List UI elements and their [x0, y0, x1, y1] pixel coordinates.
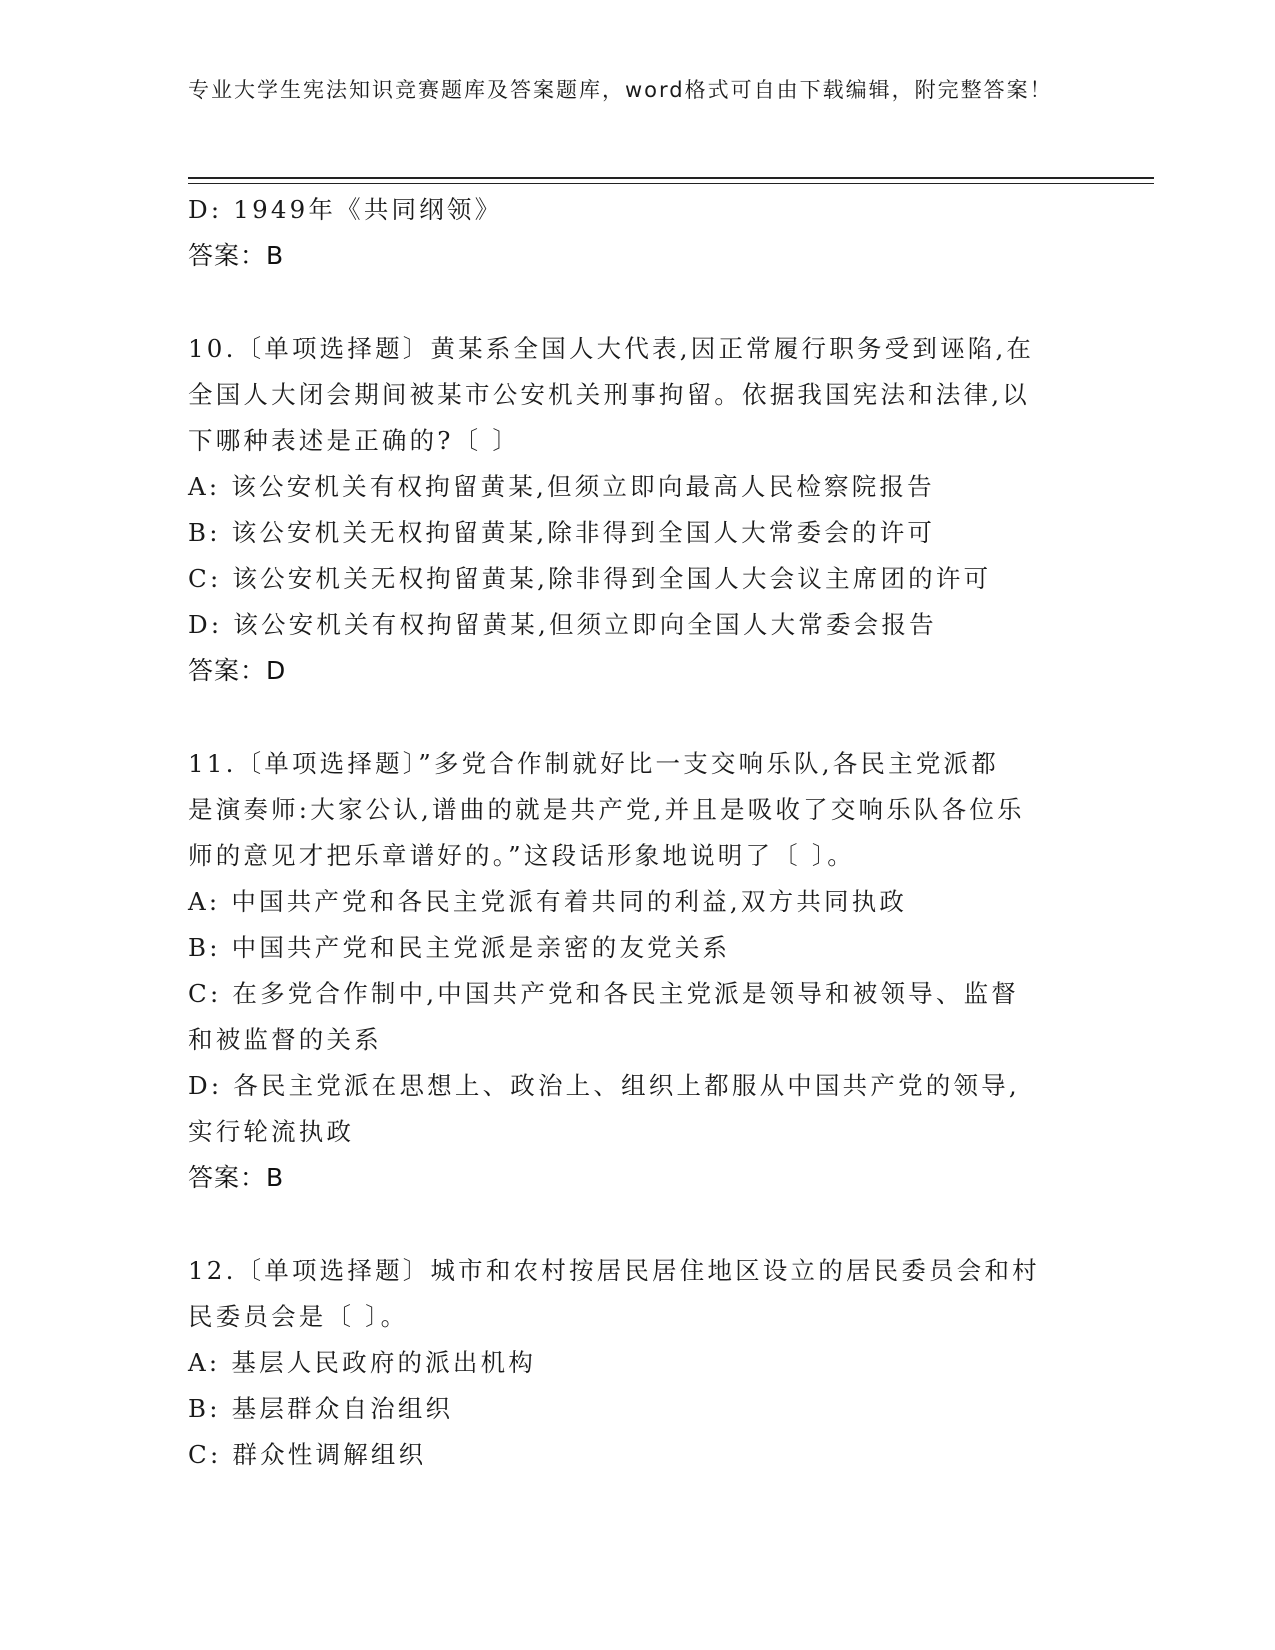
page-header: 专业大学生宪法知识竞赛题库及答案题库，word格式可自由下载编辑，附完整答案！: [188, 78, 1053, 102]
question-text-line: 12.〔单项选择题〕城市和农村按居民居住地区设立的居民委员会和村: [188, 1256, 1040, 1285]
question-text-line: 下哪种表述是正确的?〔 〕: [188, 426, 521, 455]
question-text-line: D: 1949年《共同纲领》: [188, 195, 503, 224]
question-text-line: C: 群众性调解组织: [188, 1440, 427, 1469]
question-text-line: C: 在多党合作制中,中国共产党和各民主党派是领导和被领导、监督: [188, 979, 1019, 1008]
question-list: [188, 187, 1088, 1478]
question-block: [188, 187, 1088, 279]
question-text-line: D: 该公安机关有权拘留黄某,但须立即向全国人大常委会报告: [188, 610, 937, 639]
question-text-line: 和被监督的关系: [188, 1025, 382, 1054]
header-rule-thin: [188, 183, 1154, 184]
question-text-line: A: 基层人民政府的派出机构: [188, 1348, 537, 1377]
answer-line: 答案：D: [188, 656, 287, 685]
question-block: [188, 741, 1088, 1201]
answer-line: 答案：B: [188, 1163, 285, 1192]
question-text-line: 是演奏师:大家公认,谱曲的就是共产党,并且是吸收了交响乐队各位乐: [188, 795, 1025, 824]
question-text-line: D: 各民主党派在思想上、政治上、组织上都服从中国共产党的领导,: [188, 1071, 1020, 1100]
question-text-line: 师的意见才把乐章谱好的。”这段话形象地说明了〔 〕。: [188, 841, 856, 870]
question-text-line: 全国人大闭会期间被某市公安机关刑事拘留。依据我国宪法和法律,以: [188, 380, 1030, 409]
question-text-line: 实行轮流执政: [188, 1117, 355, 1146]
question-text-line: 民委员会是〔 〕。: [188, 1302, 409, 1331]
question-text-line: B: 中国共产党和民主党派是亲密的友党关系: [188, 933, 731, 962]
question-text-line: A: 中国共产党和各民主党派有着共同的利益,双方共同执政: [188, 887, 908, 916]
block-spacer: [188, 279, 1088, 326]
header-rule-thick: [188, 177, 1154, 179]
question-block: [188, 1248, 1088, 1478]
question-text-line: 11.〔单项选择题〕”多党合作制就好比一支交响乐队,各民主党派都: [188, 749, 999, 778]
question-text-line: A: 该公安机关有权拘留黄某,但须立即向最高人民检察院报告: [188, 472, 935, 501]
answer-line: 答案：B: [188, 241, 285, 270]
block-spacer: [188, 1201, 1088, 1248]
question-text-line: 10.〔单项选择题〕黄某系全国人大代表,因正常履行职务受到诬陷,在: [188, 334, 1035, 363]
block-spacer: [188, 694, 1088, 741]
question-text-line: B: 基层群众自治组织: [188, 1394, 454, 1423]
question-block: [188, 326, 1088, 694]
question-text-line: C: 该公安机关无权拘留黄某,除非得到全国人大会议主席团的许可: [188, 564, 992, 593]
question-text-line: B: 该公安机关无权拘留黄某,除非得到全国人大常委会的许可: [188, 518, 936, 547]
